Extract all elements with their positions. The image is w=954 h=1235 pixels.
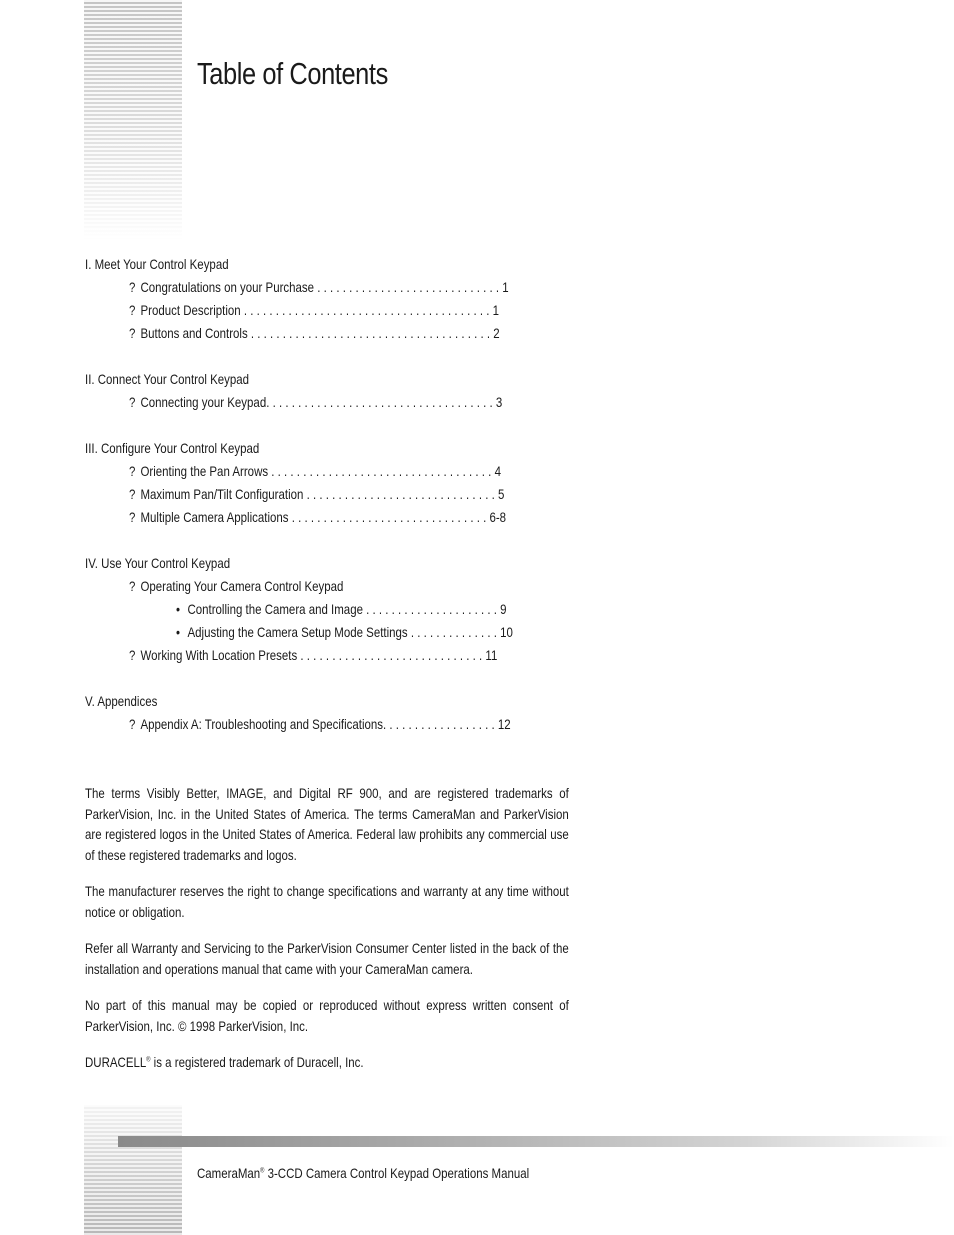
toc-entry-label: Orienting the Pan Arrows [140,463,269,479]
toc-page-number: 10 [500,624,513,640]
toc-section-title: II. Connect Your Control Keypad [85,371,250,387]
footer-stripe-decoration [84,1105,182,1235]
toc-leader-dots: . . . . . . . . . . . . . . . . . . . . . . . . . . . . . . . . . . . . . . . [240,302,490,318]
toc-entry[interactable] [129,483,552,506]
toc-entry-label: Congratulations on your Purchase [140,279,315,295]
toc-entry-marker: • [176,624,181,640]
toc-entry[interactable] [129,506,552,529]
table-of-contents [85,253,645,759]
toc-leader-dots: . . . . . . . . . . . . . . . . . . . . . . . . . . . . . [297,647,483,663]
toc-page-number: 9 [500,601,507,617]
toc-entry-marker: ? [129,394,136,410]
toc-page-number: 11 [485,647,498,663]
footer-brand: CameraMan [197,1165,261,1181]
toc-section [85,437,645,529]
toc-section-title: III. Configure Your Control Keypad [85,440,260,456]
toc-entry[interactable] [129,713,552,736]
toc-entry-label: Buttons and Controls [140,325,248,341]
toc-entry-label: Operating Your Camera Control Keypad [140,578,344,594]
toc-entry[interactable] [129,391,552,414]
duracell-notice [85,1052,569,1073]
toc-entry-marker: ? [129,486,136,502]
toc-entry-label: Adjusting the Camera Setup Mode Settings [187,624,408,640]
toc-page-number: 2 [493,325,500,341]
toc-page-number: 6-8 [489,509,507,525]
trademark-notice: The terms Visibly Better, IMAGE, and Digital RF 900, and are registered trademarks of ParkerVision, Inc. in the United States of America. The terms CameraMan and ParkerVision are registered logos in the United States of America. Federal law prohibits any commercial use of these registered trademarks and logos. [85,785,569,863]
toc-leader-dots: . . . . . . . . . . . . . . . . . . . . . . . . . . . . . . . . . . . . . . [247,325,491,341]
toc-entry-marker: ? [129,302,136,318]
toc-entry-marker: ? [129,463,136,479]
toc-entry-label: Connecting your Keypad [140,394,267,410]
toc-entry[interactable] [129,276,552,299]
toc-leader-dots: . . . . . . . . . . . . . . . . . . . . . . . . . . . . . . . . . . . . [266,394,493,410]
page-title: Table of Contents [197,56,388,91]
toc-section [85,690,645,736]
toc-leader-dots: . . . . . . . . . . . . . . . . . . . . . . . . . . . . . . [303,486,495,502]
toc-leader-dots: . . . . . . . . . . . . . . . . . . . . . . . . . . . . . . . [288,509,487,525]
toc-entry[interactable] [129,644,552,667]
toc-entry-marker: ? [129,647,136,663]
toc-entry-label: Maximum Pan/Tilt Configuration [140,486,304,502]
legal-notices [85,783,569,1089]
toc-page-number: 1 [492,302,500,318]
toc-page-number: 4 [494,463,501,479]
toc-entry-label: Working With Location Presets [140,647,298,663]
toc-entry[interactable] [129,322,552,345]
toc-leader-dots: . . . . . . . . . . . . . . . . . . . . . . . . . . . . . . . . . . . [268,463,492,479]
toc-entry-label: Controlling the Camera and Image [187,601,363,617]
toc-leader-dots: . . . . . . . . . . . . . . . . . . . . . . . . . . . . . [314,279,500,295]
toc-section [85,253,645,345]
footer-text: 3-CCD Camera Control Keypad Operations Manual [264,1165,530,1181]
duracell-brand: DURACELL [85,1054,147,1070]
toc-entry[interactable] [129,460,552,483]
toc-entry[interactable] [129,575,552,598]
toc-entry-marker: • [176,601,181,617]
toc-entry-marker: ? [129,578,136,594]
servicing-notice: Refer all Warranty and Servicing to the ParkerVision Consumer Center listed in the back of the installation and operations manual that came with your CameraMan camera. [85,940,569,977]
registered-mark: ® [260,1167,265,1175]
toc-page-number: 3 [495,394,503,410]
toc-entry[interactable] [129,299,552,322]
toc-entry-marker: ? [129,279,136,295]
toc-subentry[interactable] [176,598,561,621]
toc-subentry[interactable] [176,621,561,644]
toc-entry-label: Multiple Camera Applications [140,509,289,525]
header-stripe-decoration [84,0,182,240]
toc-section-title: IV. Use Your Control Keypad [85,555,231,571]
footer-manual-title [197,1165,529,1181]
registered-mark: ® [146,1056,151,1064]
toc-leader-dots: . . . . . . . . . . . . . . [407,624,497,640]
toc-section-title: I. Meet Your Control Keypad [85,256,229,272]
toc-page-number: 1 [502,279,509,295]
toc-entry-marker: ? [129,716,136,732]
toc-section-title: V. Appendices [85,693,158,709]
toc-entry-marker: ? [129,325,136,341]
toc-entry-label: Product Description [140,302,241,318]
toc-leader-dots: . . . . . . . . . . . . . . . . . . [383,716,495,732]
copyright-notice: No part of this manual may be copied or reproduced without express written consent of ParkerVision, Inc. © 1998 ParkerVision, Inc. [85,997,569,1034]
toc-entry-label: Appendix A: Troubleshooting and Specifications [140,716,384,732]
footer-rule [118,1136,954,1147]
toc-entry-marker: ? [129,509,136,525]
toc-leader-dots: . . . . . . . . . . . . . . . . . . . . . [362,601,497,617]
toc-section [85,552,645,667]
specification-notice: The manufacturer reserves the right to change specifications and warranty at any time without notice or obligation. [85,883,569,920]
toc-section [85,368,645,414]
toc-page-number: 12 [497,716,511,732]
toc-page-number: 5 [497,486,505,502]
duracell-text: is a registered trademark of Duracell, Inc. [150,1054,364,1070]
